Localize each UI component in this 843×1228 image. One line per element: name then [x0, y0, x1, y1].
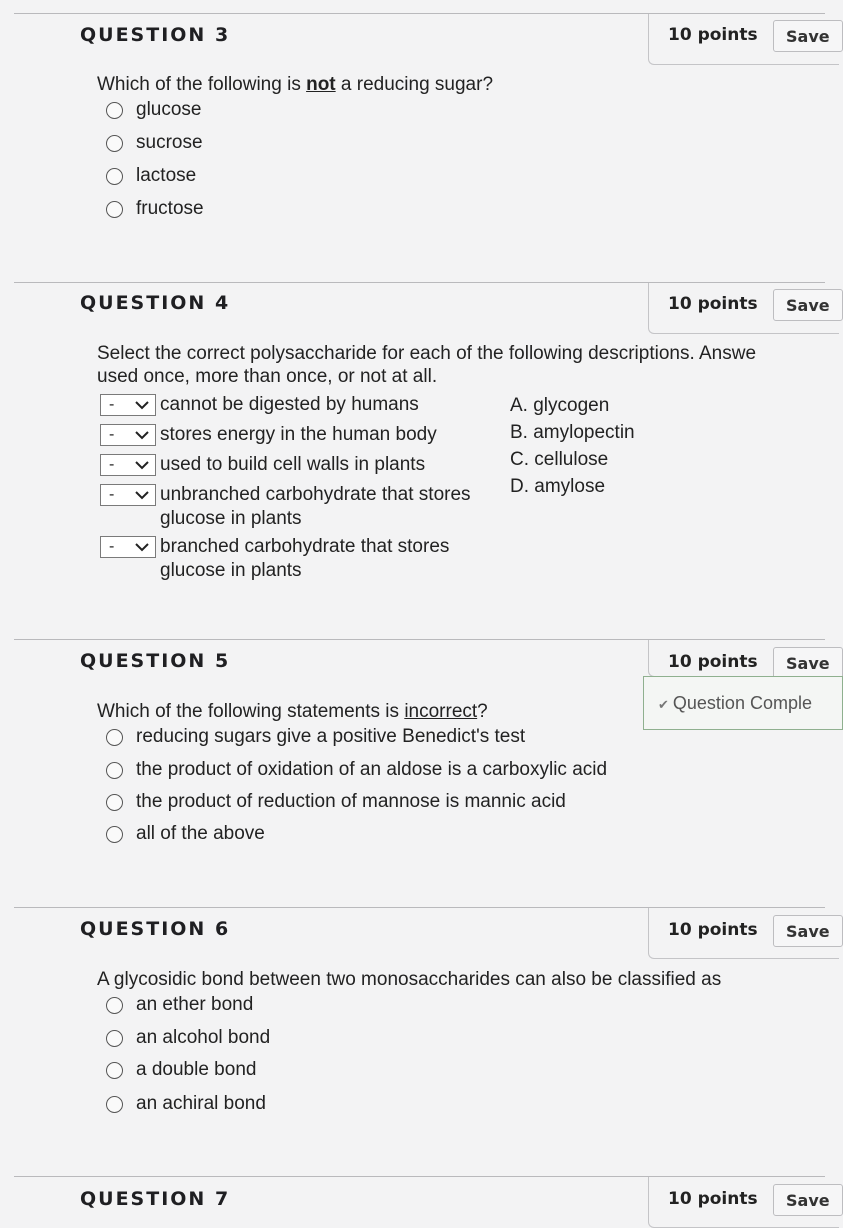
question-7-points: 10 points [668, 1189, 758, 1209]
radio-button[interactable] [106, 1096, 123, 1113]
question-7-save-button[interactable]: Save [773, 1184, 843, 1216]
radio-button[interactable] [106, 1030, 123, 1047]
question-3-option-glucose[interactable]: glucose [106, 98, 202, 122]
question-3-points: 10 points [668, 25, 758, 45]
radio-button[interactable] [106, 762, 123, 779]
answer-choice: B. amylopectin [510, 422, 635, 443]
matching-select[interactable]: - [100, 536, 156, 558]
question-6-option[interactable]: a double bond [106, 1058, 256, 1082]
radio-button[interactable] [106, 201, 123, 218]
chevron-down-icon [135, 490, 149, 500]
question-4-stem: Select the correct polysaccharide for each of the following descriptions. Answe used once, more than once, or not at all. [97, 343, 757, 387]
chevron-down-icon [135, 460, 149, 470]
question-5-option[interactable]: the product of oxidation of an aldose is a carboxylic acid [106, 758, 607, 782]
radio-button[interactable] [106, 826, 123, 843]
question-5-stem: Which of the following statements is incorrect? [97, 701, 488, 722]
matching-item: - stores energy in the human body [100, 423, 437, 447]
matching-select[interactable]: - [100, 394, 156, 416]
matching-item: - branched carbohydrate that stores glucose in plants [100, 535, 449, 583]
radio-button[interactable] [106, 135, 123, 152]
emphasis-incorrect: incorrect [404, 701, 478, 722]
radio-button[interactable] [106, 102, 123, 119]
radio-button[interactable] [106, 794, 123, 811]
question-5-option[interactable]: all of the above [106, 822, 265, 846]
question-6-option[interactable]: an ether bond [106, 993, 253, 1017]
question-6-points: 10 points [668, 920, 758, 940]
question-3-save-button[interactable]: Save [773, 20, 843, 52]
question-5-option[interactable]: the product of reduction of mannose is mannic acid [106, 790, 566, 814]
checkmark-icon: ✔ [658, 697, 669, 712]
question-4-title: QUESTION 4 [80, 292, 231, 314]
question-4-points: 10 points [668, 294, 758, 314]
question-3-title: QUESTION 3 [80, 24, 231, 46]
matching-select[interactable]: - [100, 424, 156, 446]
emphasis-not: not [306, 74, 336, 95]
chevron-down-icon [135, 430, 149, 440]
chevron-down-icon [135, 400, 149, 410]
question-5-save-button[interactable]: Save [773, 647, 843, 679]
question-4-save-button[interactable]: Save [773, 289, 843, 321]
radio-button[interactable] [106, 168, 123, 185]
radio-button[interactable] [106, 997, 123, 1014]
question-5-title: QUESTION 5 [80, 650, 231, 672]
matching-item: - unbranched carbohydrate that stores glucose in plants [100, 483, 471, 531]
question-6-title: QUESTION 6 [80, 918, 231, 940]
matching-item: - used to build cell walls in plants [100, 453, 425, 477]
question-6-option[interactable]: an achiral bond [106, 1092, 266, 1116]
answer-choice: A. glycogen [510, 395, 610, 416]
radio-button[interactable] [106, 729, 123, 746]
question-3-stem: Which of the following is not a reducing sugar? [97, 74, 494, 95]
question-6-option[interactable]: an alcohol bond [106, 1026, 270, 1050]
answer-choice: C. cellulose [510, 449, 609, 470]
question-5-points: 10 points [668, 652, 758, 672]
matching-item: - cannot be digested by humans [100, 393, 419, 417]
question-5-option[interactable]: reducing sugars give a positive Benedict's test [106, 725, 525, 749]
answer-choice: D. amylose [510, 476, 606, 497]
matching-select[interactable]: - [100, 484, 156, 506]
question-3-option-lactose[interactable]: lactose [106, 164, 196, 188]
question-6-stem: A glycosidic bond between two monosaccharides can also be classified as [97, 969, 722, 990]
question-7-title: QUESTION 7 [80, 1188, 231, 1210]
question-3-option-sucrose[interactable]: sucrose [106, 131, 203, 155]
matching-select[interactable]: - [100, 454, 156, 476]
chevron-down-icon [135, 542, 149, 552]
radio-button[interactable] [106, 1062, 123, 1079]
question-3-option-fructose[interactable]: fructose [106, 197, 204, 221]
question-6-save-button[interactable]: Save [773, 915, 843, 947]
question-complete-status: ✔ Question Comple [643, 676, 843, 730]
